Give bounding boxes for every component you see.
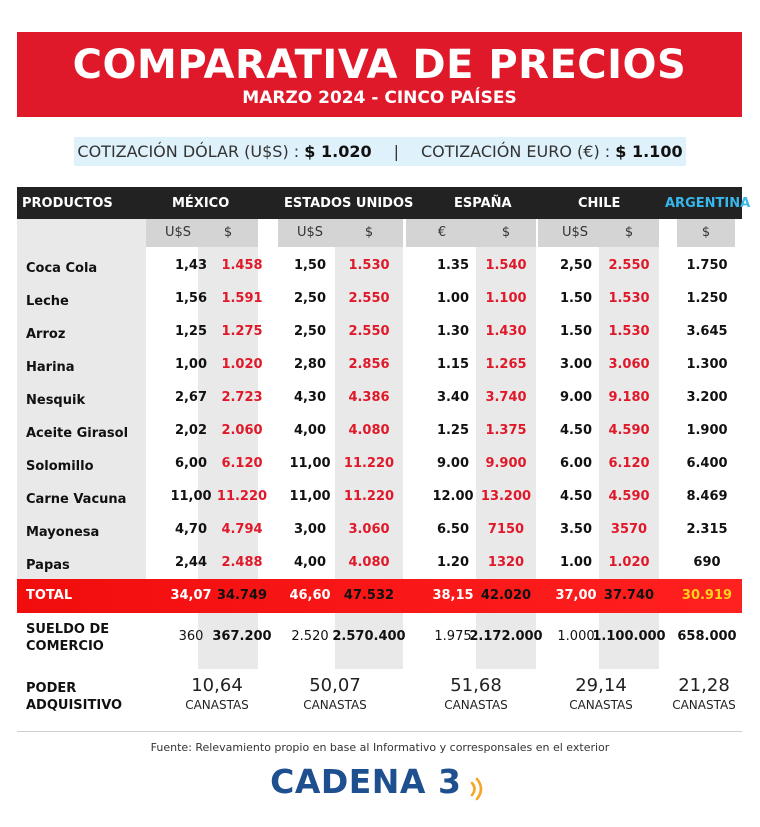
header-espana: ESPAÑA	[454, 196, 512, 211]
page-title: COMPARATIVA DE PRECIOS	[72, 42, 687, 88]
header-productos: PRODUCTOS	[22, 196, 113, 211]
power-value	[649, 675, 759, 713]
price-cell: 11,00	[170, 489, 212, 504]
price-cell: 2,44	[174, 555, 208, 570]
price-cell: 2,50	[293, 324, 327, 339]
price-cell: 4.386	[348, 390, 390, 405]
dolar-rate-value: $ 1.020	[304, 142, 372, 161]
price-cell: 11.220	[343, 489, 395, 504]
price-cell: 2.060	[221, 423, 263, 438]
price-cell: 11.220	[343, 456, 395, 471]
header-mexico: MÉXICO	[172, 196, 230, 211]
total-cell: 37,00	[555, 588, 597, 603]
price-cell: 3.645	[686, 324, 728, 339]
wage-cell: 360	[178, 629, 204, 644]
price-cell: 2.550	[348, 324, 390, 339]
price-cell: 13.200	[480, 489, 532, 504]
rates-separator: |	[393, 142, 399, 161]
price-cell: 2,50	[559, 258, 593, 273]
source-note: Fuente: Relevamiento propio en base al Informativo y corresponsales en el exterior	[150, 741, 610, 754]
product-name: Papas	[26, 558, 70, 573]
power-unit: CANASTAS	[185, 698, 249, 712]
price-cell: 1,50	[293, 258, 327, 273]
price-cell: 1.458	[221, 258, 263, 273]
cadena3-logo	[0, 762, 760, 802]
wage-label-line2: COMERCIO	[26, 639, 104, 654]
price-cell: 6.50	[436, 522, 470, 537]
power-unit: CANASTAS	[303, 698, 367, 712]
table-row	[17, 546, 742, 579]
power-number: 51,68	[450, 675, 502, 696]
price-cell: 4.50	[559, 489, 593, 504]
page-subtitle: MARZO 2024 - CINCO PAÍSES	[242, 88, 517, 108]
power-unit: CANASTAS	[444, 698, 508, 712]
product-name: Leche	[26, 294, 69, 309]
header-argentina: ARGENTINA	[665, 196, 751, 211]
wage-row	[17, 615, 742, 659]
table-row	[17, 381, 742, 414]
price-cell: 2,67	[174, 390, 208, 405]
price-cell: 1.15	[436, 357, 470, 372]
price-cell: 1.35	[436, 258, 470, 273]
price-cell: 3570	[610, 522, 648, 537]
power-value	[162, 675, 272, 713]
price-cell: 1.100	[485, 291, 527, 306]
wage-cell: 1.975	[434, 629, 472, 644]
wage-cell: 1.100.000	[592, 629, 666, 644]
product-name: Mayonesa	[26, 525, 100, 540]
price-cell: 1.00	[436, 291, 470, 306]
total-cell: 34.749	[216, 588, 268, 603]
table-header	[17, 187, 751, 219]
title-banner	[17, 32, 742, 117]
price-cell: 2.856	[348, 357, 390, 372]
product-name: Aceite Girasol	[26, 426, 129, 441]
price-cell: 1.250	[686, 291, 728, 306]
table-row	[17, 480, 742, 513]
price-cell: 1.540	[485, 258, 527, 273]
dolar-rate-label: COTIZACIÓN DÓLAR (U$S) :	[77, 142, 300, 161]
price-cell: 4.080	[348, 555, 390, 570]
euro-rate-label: COTIZACIÓN EURO (€) :	[420, 142, 611, 161]
product-name: Arroz	[26, 327, 66, 342]
price-cell: 6.120	[221, 456, 263, 471]
price-cell: 2.550	[348, 291, 390, 306]
power-label	[26, 680, 122, 714]
exchange-rates-bar	[74, 137, 686, 166]
subheader-mx-usd: U$S	[146, 219, 210, 247]
price-cell: 9.180	[608, 390, 650, 405]
total-label: TOTAL	[26, 588, 73, 603]
price-cell: 4.590	[608, 423, 650, 438]
total-cell: 37.740	[603, 588, 655, 603]
price-cell: 6.00	[559, 456, 593, 471]
total-cell: 34,07	[170, 588, 212, 603]
price-cell: 2.315	[686, 522, 728, 537]
price-cell: 11,00	[289, 456, 331, 471]
table-row	[17, 249, 742, 282]
total-cell: 42.020	[480, 588, 532, 603]
price-cell: 4.794	[221, 522, 263, 537]
euro-rate-value: $ 1.100	[615, 142, 683, 161]
power-value	[280, 675, 390, 713]
price-cell: 1,00	[174, 357, 208, 372]
price-cell: 2,50	[293, 291, 327, 306]
table-row	[17, 348, 742, 381]
power-number: 29,14	[575, 675, 627, 696]
price-cell: 1.25	[436, 423, 470, 438]
price-cell: 4,00	[293, 423, 327, 438]
power-label-line1: PODER	[26, 681, 77, 696]
table-row	[17, 315, 742, 348]
price-cell: 1.50	[559, 291, 593, 306]
subheader-cl-usd: U$S	[538, 219, 612, 247]
price-cell: 1.750	[686, 258, 728, 273]
price-cell: 3.060	[348, 522, 390, 537]
price-cell: 12.00	[432, 489, 474, 504]
price-cell: 3.50	[559, 522, 593, 537]
total-cell: 38,15	[432, 588, 474, 603]
price-cell: 1.30	[436, 324, 470, 339]
purchasing-power-row	[17, 675, 742, 719]
price-cell: 4.590	[608, 489, 650, 504]
power-number: 10,64	[191, 675, 243, 696]
price-cell: 2,80	[293, 357, 327, 372]
price-cell: 2.550	[608, 258, 650, 273]
price-cell: 2,02	[174, 423, 208, 438]
price-cell: 1.020	[608, 555, 650, 570]
price-cell: 1,25	[174, 324, 208, 339]
price-cell: 3.40	[436, 390, 470, 405]
price-cell: 11,00	[289, 489, 331, 504]
wage-cell: 2.570.400	[332, 629, 406, 644]
power-label-line2: ADQUISITIVO	[26, 698, 123, 713]
power-number: 50,07	[309, 675, 361, 696]
product-name: Nesquik	[26, 393, 86, 408]
price-cell: 1,43	[174, 258, 208, 273]
price-cell: 6.120	[608, 456, 650, 471]
subheader-mx-ars: $	[198, 219, 258, 247]
total-cell: 30.919	[681, 588, 733, 603]
price-cell: 1.00	[559, 555, 593, 570]
price-cell: 9.00	[559, 390, 593, 405]
price-cell: 4,70	[174, 522, 208, 537]
subheader-es-ars: $	[476, 219, 536, 247]
price-cell: 7150	[487, 522, 525, 537]
price-cell: 8.469	[686, 489, 728, 504]
price-cell: 1.275	[221, 324, 263, 339]
wage-cell: 367.200	[212, 629, 272, 644]
price-cell: 1.530	[608, 291, 650, 306]
price-cell: 1.900	[686, 423, 728, 438]
wage-cell: 658.000	[677, 629, 737, 644]
price-cell: 2.488	[221, 555, 263, 570]
power-value	[546, 675, 656, 713]
total-cell: 46,60	[289, 588, 331, 603]
subheader-ar-ars: $	[677, 219, 735, 247]
price-cell: 6,00	[174, 456, 208, 471]
subheader-us-ars: $	[335, 219, 403, 247]
price-cell: 3.200	[686, 390, 728, 405]
price-cell: 3,00	[293, 522, 327, 537]
price-cell: 1,56	[174, 291, 208, 306]
product-name: Coca Cola	[26, 261, 98, 276]
price-cell: 9.00	[436, 456, 470, 471]
price-cell: 3.740	[485, 390, 527, 405]
price-cell: 1.591	[221, 291, 263, 306]
price-cell: 1320	[487, 555, 525, 570]
price-cell: 1.50	[559, 324, 593, 339]
logo-wordmark: CADENA 3	[270, 762, 462, 801]
price-cell: 4.080	[348, 423, 390, 438]
price-cell: 9.900	[485, 456, 527, 471]
price-cell: 3.060	[608, 357, 650, 372]
price-cell: 3.00	[559, 357, 593, 372]
price-cell: 4,00	[293, 555, 327, 570]
header-usa: ESTADOS UNIDOS	[284, 196, 414, 211]
total-row	[17, 579, 742, 613]
wage-label	[26, 621, 109, 655]
price-cell: 1.530	[608, 324, 650, 339]
price-cell: 1.020	[221, 357, 263, 372]
price-cell: 1.300	[686, 357, 728, 372]
price-cell: 4.50	[559, 423, 593, 438]
price-cell: 1.430	[485, 324, 527, 339]
product-name: Harina	[26, 360, 75, 375]
power-value	[421, 675, 531, 713]
subheader-us-usd: U$S	[278, 219, 342, 247]
power-number: 21,28	[678, 675, 730, 696]
price-cell: 1.375	[485, 423, 527, 438]
subheader-es-eur: €	[406, 219, 478, 247]
price-cell: 1.265	[485, 357, 527, 372]
price-cell: 690	[693, 555, 721, 570]
wage-label-line1: SUELDO DE	[26, 622, 110, 637]
subheader-cl-ars: $	[599, 219, 659, 247]
product-name: Carne Vacuna	[26, 492, 127, 507]
price-cell: 11.220	[216, 489, 268, 504]
total-cell: 47.532	[343, 588, 395, 603]
table-row	[17, 447, 742, 480]
price-cell: 2.723	[221, 390, 263, 405]
power-unit: CANASTAS	[672, 698, 736, 712]
price-cell: 1.530	[348, 258, 390, 273]
table-row	[17, 513, 742, 546]
footer-divider	[17, 731, 742, 732]
price-cell: 4,30	[293, 390, 327, 405]
table-row	[17, 414, 742, 447]
power-unit: CANASTAS	[569, 698, 633, 712]
product-name: Solomillo	[26, 459, 94, 474]
wage-cell: 2.172.000	[469, 629, 543, 644]
wage-cell: 2.520	[291, 629, 329, 644]
header-chile: CHILE	[578, 196, 621, 211]
wage-cell: 1.000	[557, 629, 595, 644]
price-cell: 1.20	[436, 555, 470, 570]
price-table	[17, 187, 751, 713]
broadcast-waves-icon	[468, 776, 490, 802]
price-cell: 6.400	[686, 456, 728, 471]
table-row	[17, 282, 742, 315]
